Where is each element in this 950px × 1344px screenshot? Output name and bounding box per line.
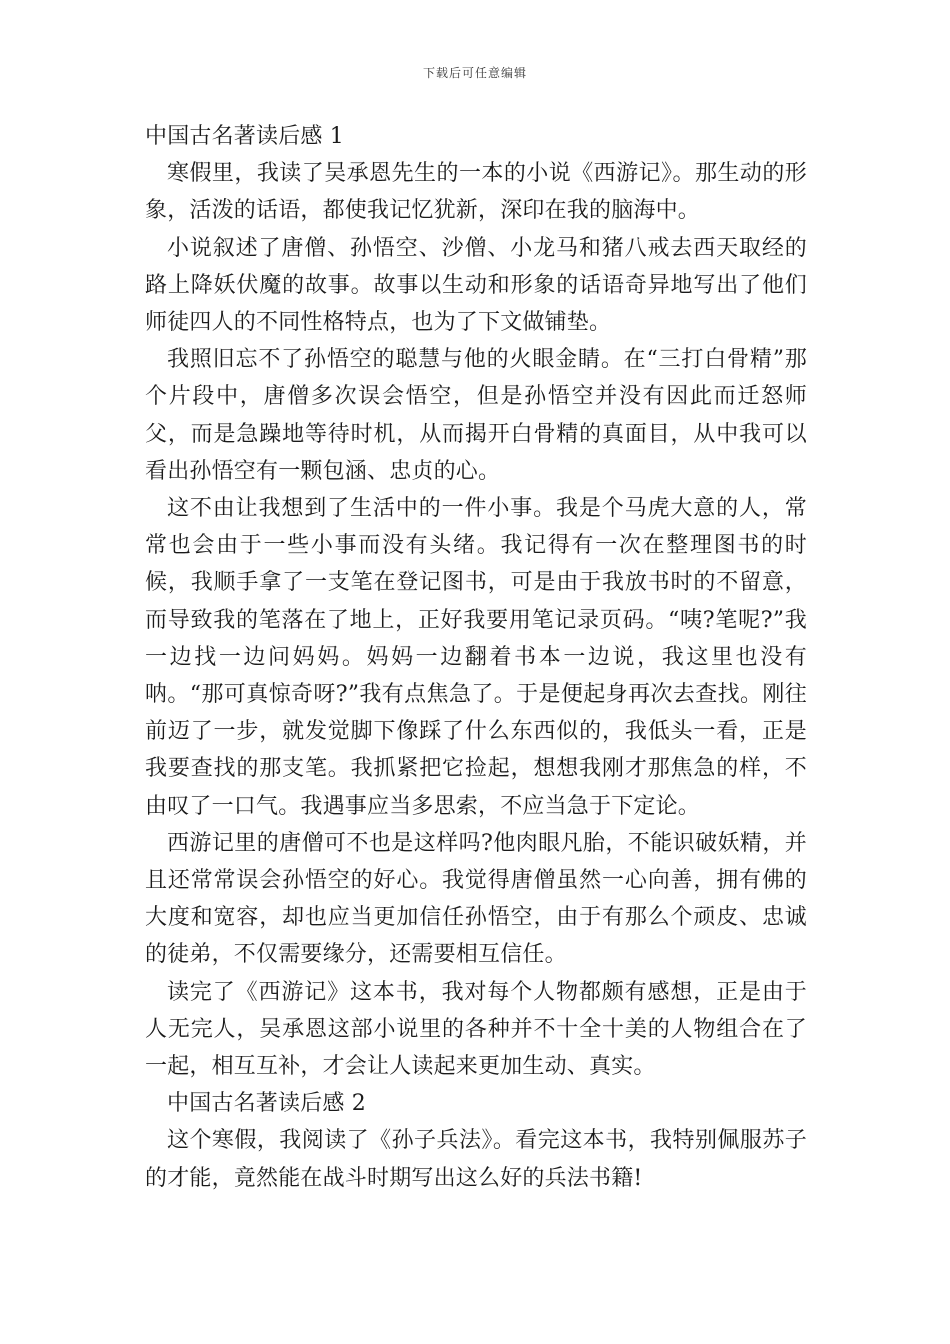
paragraph: 读完了《西游记》这本书，我对每个人物都颇有感想，正是由于人无完人，吴承恩这部小说里的各种并不十全十美的人物组合在了一起，相互互补，才会让人读起来更加生动、真实。 <box>145 979 807 1080</box>
page-header: 下载后可任意编辑 <box>422 66 527 80</box>
section-title-2: 中国古名著读后感 2 <box>167 1091 366 1117</box>
paragraph: 寒假里，我读了吴承恩先生的一本的小说《西游记》。那生动的形象，活泼的话语，都使我记忆犹新，深印在我的脑海中。 <box>145 161 807 224</box>
paragraph: 这个寒假，我阅读了《孙子兵法》。看完这本书，我特别佩服苏子的才能，竟然能在战斗时期写出这么好的兵法书籍! <box>145 1128 807 1191</box>
paragraph: 小说叙述了唐僧、孙悟空、沙僧、小龙马和猪八戒去西天取经的路上降妖伏魔的故事。故事以生动和形象的话语奇异地写出了他们师徒四人的不同性格特点，也为了下文做铺垫。 <box>145 235 807 336</box>
section-title-1: 中国古名著读后感 1 <box>145 124 344 149</box>
paragraph: 西游记里的唐僧可不也是这样吗?他肉眼凡胎，不能识破妖精，并且还常常误会孙悟空的好心。我觉得唐僧虽然一心向善，拥有佛的大度和宽容，却也应当更加信任孙悟空，由于有那么个顽皮、忠诚的徒弟，不仅需要缘分，还需要相互信任。 <box>145 830 807 968</box>
paragraph: 我照旧忘不了孙悟空的聪慧与他的火眼金睛。在“三打白骨精”那个片段中，唐僧多次误会悟空，但是孙悟空并没有因此而迁怒师父，而是急躁地等待时机，从而揭开白骨精的真面目，从中我可以看出孙悟空有一颗包涵、忠贞的心。 <box>145 347 807 484</box>
paragraph: 这不由让我想到了生活中的一件小事。我是个马虎大意的人，常常也会由于一些小事而没有头绪。我记得有一次在整理图书的时候，我顺手拿了一支笔在登记图书，可是由于我放书时的不留意，而导致我的笔落在了地上，正好我要用笔记录页码。“咦?笔呢?”我一边找一边问妈妈。妈妈一边翻着书本一边说，我这里也没有呐。“那可真惊奇呀?”我有点焦急了。于是便起身再次去查找。刚往前迈了一步，就发觉脚下像踩了什么东西似的，我低头一看，正是我要查找的那支笔。我抓紧把它捡起，想想我刚才那焦急的样，不由叹了一口气。我遇事应当多思索，不应当急于下定论。 <box>145 496 807 819</box>
document-body <box>145 118 807 1197</box>
